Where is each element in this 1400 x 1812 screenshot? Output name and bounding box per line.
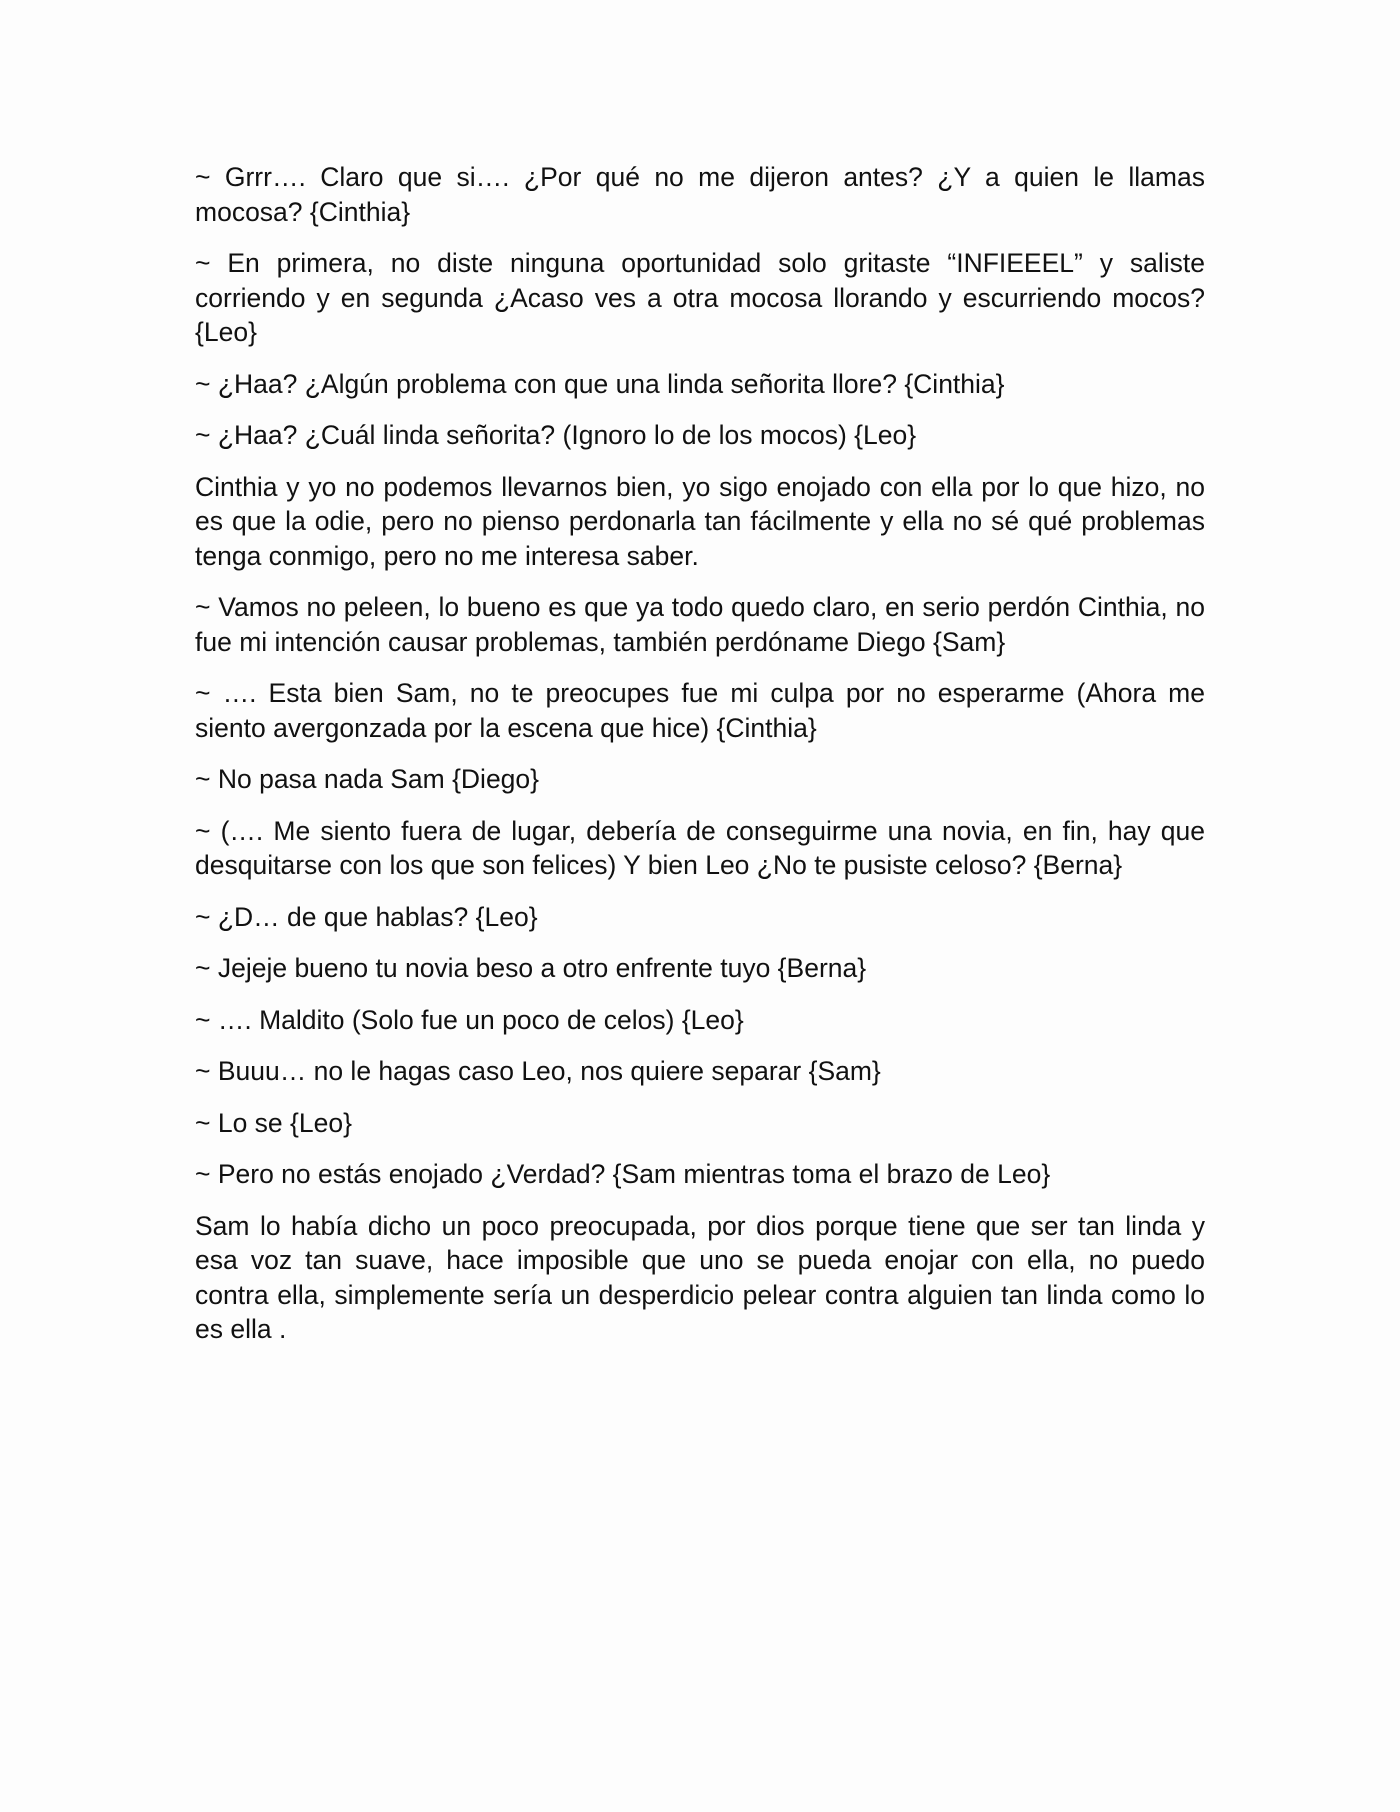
paragraph: ~ Vamos no peleen, lo bueno es que ya todo quedo claro, en serio perdón Cinthia, no fue mi intención causar problemas, también perdóname Diego {Sam} [195, 592, 1205, 657]
paragraph: ~ …. Maldito (Solo fue un poco de celos) {Leo} [195, 1004, 744, 1035]
paragraph: ~ ¿Haa? ¿Algún problema con que una linda señorita llore? {Cinthia} [195, 368, 1005, 399]
paragraph: ~ No pasa nada Sam {Diego} [195, 764, 540, 794]
paragraph: ~ …. Esta bien Sam, no te preocupes fue mi culpa por no esperarme (Ahora me siento avergonzada por la escena que hice) {Cinthia} [195, 678, 1205, 743]
paragraph: ~ ¿D… de que hablas? {Leo} [195, 901, 538, 932]
paragraph: ~ Pero no estás enojado ¿Verdad? {Sam mientras toma el brazo de Leo} [195, 1159, 1051, 1189]
paragraph: ~ Lo se {Leo} [195, 1107, 352, 1138]
paragraph: Sam lo había dicho un poco preocupada, por dios porque tiene que ser tan linda y esa voz tan suave, hace imposible que uno se pueda enojar con ella, no puedo contra ella, simplemente sería un desperdicio pelear contra alguien tan linda como lo es ella . [195, 1210, 1205, 1344]
document-body [195, 160, 1205, 1364]
paragraph: ~ En primera, no diste ninguna oportunidad solo gritaste “INFIEEEL” y saliste corriendo y en segunda ¿Acaso ves a otra mocosa llorando y escurriendo mocos? {Leo} [195, 248, 1205, 347]
paragraph: ~ Buuu… no le hagas caso Leo, nos quiere separar {Sam} [195, 1056, 881, 1086]
paragraph: ~ Grrr…. Claro que si…. ¿Por qué no me dijeron antes? ¿Y a quien le llamas mocosa? {Cinthia} [195, 162, 1205, 227]
paragraph: ~ (…. Me siento fuera de lugar, debería de conseguirme una novia, en fin, hay que desquitarse con los que son felices) Y bien Leo ¿No te pusiste celoso? {Berna} [195, 815, 1205, 880]
paragraph: Cinthia y yo no podemos llevarnos bien, yo sigo enojado con ella por lo que hizo, no es que la odie, pero no pienso perdonarla tan fácilmente y ella no sé qué problemas tenga conmigo, pero no me interesa saber. [195, 471, 1205, 571]
paragraph: ~ ¿Haa? ¿Cuál linda señorita? (Ignoro lo de los mocos) {Leo} [195, 420, 917, 450]
paragraph: ~ Jejeje bueno tu novia beso a otro enfrente tuyo {Berna} [195, 953, 867, 983]
